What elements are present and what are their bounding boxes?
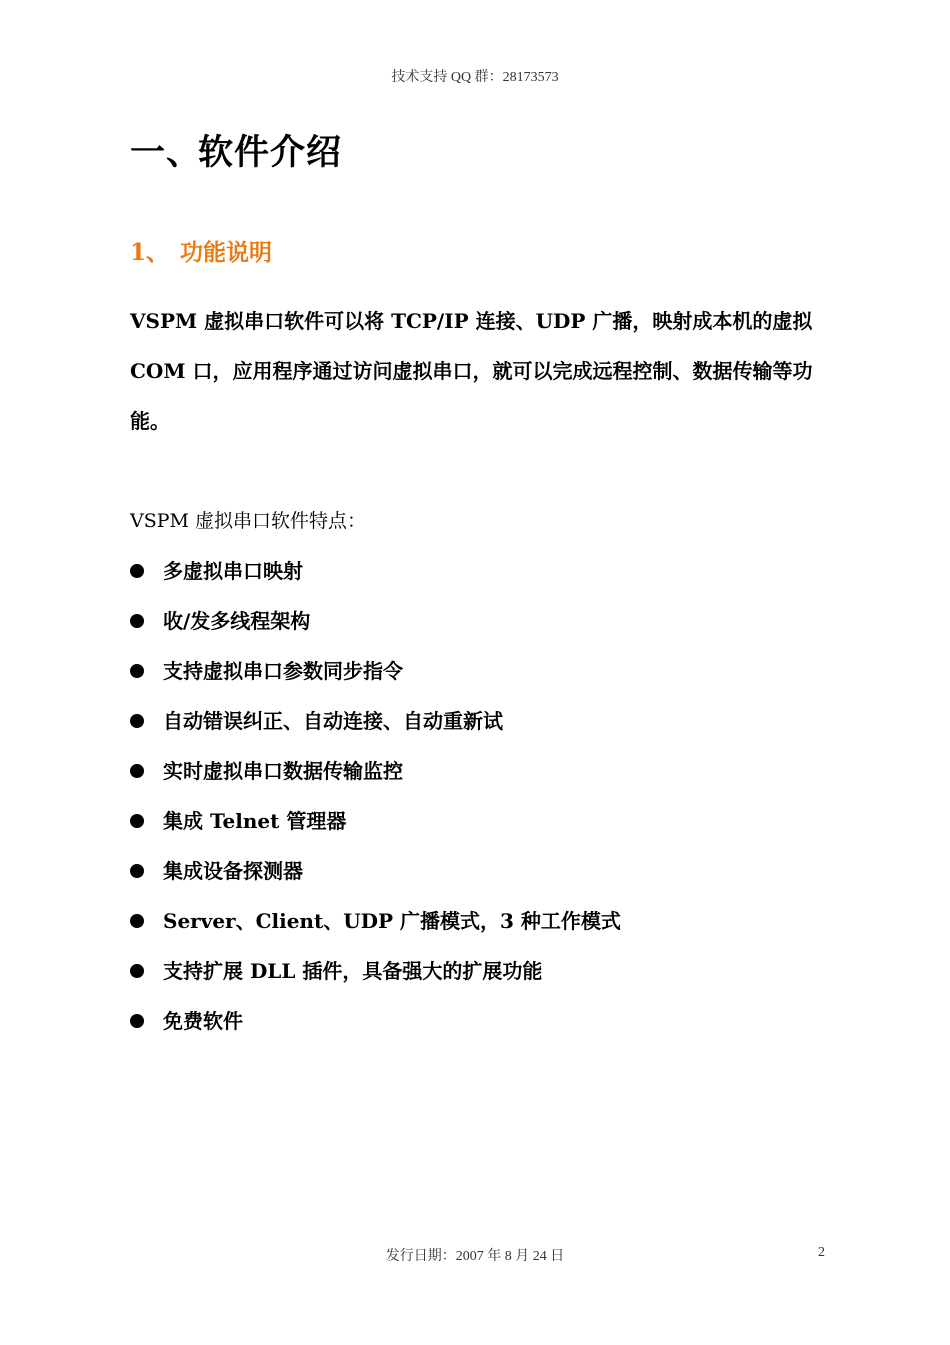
list-item — [130, 846, 621, 896]
bullet-icon — [130, 864, 144, 878]
bullet-icon — [130, 814, 144, 828]
feature-text: 收/发多线程架构 — [163, 609, 311, 633]
bullet-icon — [130, 564, 144, 578]
list-item — [130, 696, 621, 746]
feature-text: 多虚拟串口映射 — [163, 559, 303, 583]
feature-text: 集成设备探测器 — [163, 859, 303, 883]
bullet-icon — [130, 914, 144, 928]
section-title: 软件介绍 — [198, 132, 343, 173]
page-header: 技术支持 QQ 群：28173573 — [391, 70, 559, 85]
footer-date: 发行日期：2007 年 8 月 24 日 — [385, 1249, 565, 1264]
bullet-icon — [130, 664, 144, 678]
feature-text: 自动错误纠正、自动连接、自动重新试 — [163, 709, 503, 733]
feature-text: Server、Client、UDP 广播模式，3 种工作模式 — [163, 909, 621, 933]
bullet-icon — [130, 764, 144, 778]
bullet-icon — [130, 714, 144, 728]
list-item — [130, 546, 621, 596]
feature-text: 免费软件 — [163, 1009, 243, 1033]
list-item — [130, 596, 621, 646]
feature-text: 支持扩展 DLL 插件，具备强大的扩展功能 — [163, 959, 543, 983]
list-item — [130, 796, 621, 846]
intro-paragraph: VSPM 虚拟串口软件可以将 TCP/IP 连接、UDP 广播，映射成本机的虚拟 COM 口，应用程序通过访问虚拟串口，就可以完成远程控制、数据传输等功能。 — [130, 309, 813, 433]
subsection-number: 1、 — [130, 239, 170, 266]
section-number: 一、 — [130, 132, 203, 173]
feature-text: 支持虚拟串口参数同步指令 — [163, 659, 403, 683]
subsection-title: 功能说明 — [180, 239, 272, 266]
list-item — [130, 896, 621, 946]
list-item — [130, 946, 621, 996]
section-heading — [130, 125, 342, 175]
list-item — [130, 746, 621, 796]
list-item — [130, 996, 621, 1046]
bullet-icon — [130, 964, 144, 978]
features-title: VSPM 虚拟串口软件特点： — [130, 510, 367, 532]
subsection-heading — [130, 234, 272, 267]
bullet-icon — [130, 614, 144, 628]
feature-list — [130, 546, 621, 1046]
bullet-icon — [130, 1014, 144, 1028]
list-item — [130, 646, 621, 696]
page-number: 2 — [818, 1245, 825, 1260]
feature-text: 实时虚拟串口数据传输监控 — [163, 759, 403, 783]
feature-text: 集成 Telnet 管理器 — [163, 809, 347, 833]
